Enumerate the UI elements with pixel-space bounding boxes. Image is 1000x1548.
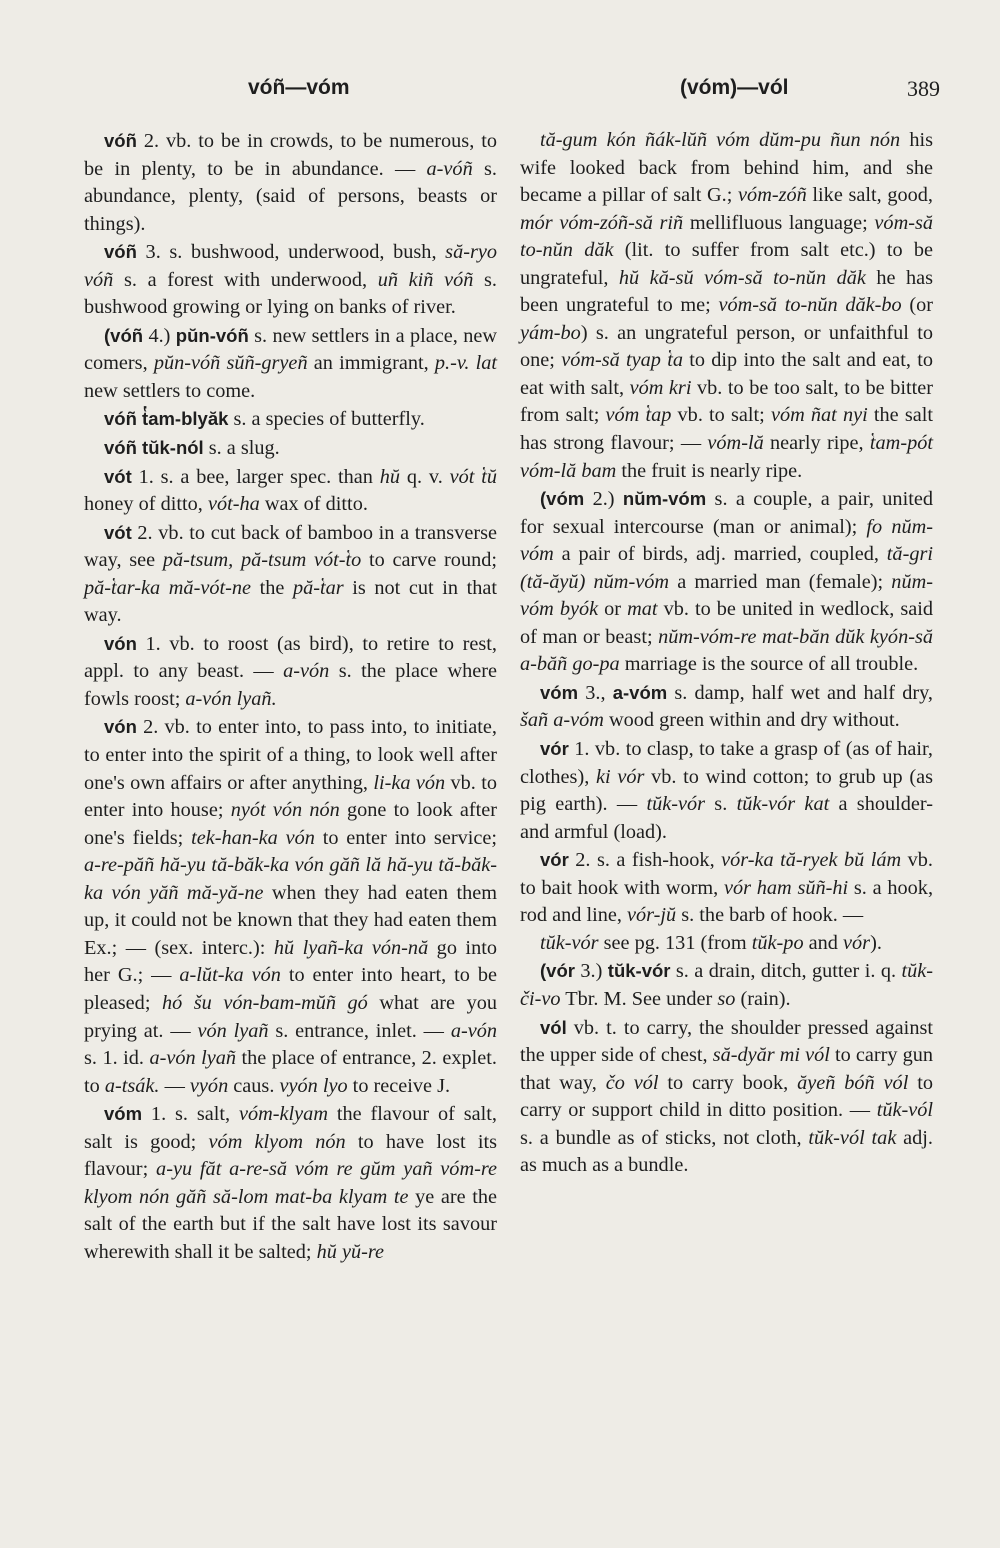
definition-text: (or: [901, 294, 933, 317]
example-phrase: a-vón: [283, 660, 330, 683]
example-phrase: a-vón: [450, 1019, 497, 1042]
example-phrase: pă-t̔ar: [292, 576, 344, 599]
headword: vól: [540, 1016, 567, 1038]
definition-text: 2. vb. to cut back of bamboo in a transverse way, see: [84, 521, 497, 572]
headword: (vór: [540, 960, 575, 982]
definition-text: —: [159, 1074, 190, 1097]
example-phrase: li-ka vón: [373, 771, 446, 794]
running-header: [80, 76, 940, 112]
definition-text: s. a drain, ditch, gutter i. q.: [670, 960, 902, 983]
example-phrase: pă-tsum, pă-tsum vót-t̔o: [162, 549, 362, 572]
dictionary-entry: [520, 127, 933, 485]
definition-text: 3. s. bushwood, underwood, bush,: [136, 241, 446, 264]
definition-text: s. new settlers in a place, new comers,: [84, 324, 498, 375]
dictionary-entry: [520, 930, 933, 958]
definition-text: honey of ditto,: [84, 493, 208, 516]
example-phrase: vór ham sŭñ-hi: [723, 876, 849, 899]
header-right-guide-words: (vóm)—vól: [680, 76, 789, 99]
dictionary-entry: [520, 957, 933, 1013]
dictionary-entry: [84, 238, 497, 322]
definition-text: s. a couple, a pair, united for sexual intercourse (man or animal);: [520, 488, 933, 538]
headword: vór: [540, 849, 569, 871]
definition-text: his wife looked back from behind him, and she became a pillar of salt G.;: [520, 129, 933, 207]
definition-text: vb. to wind cotton; to grub up (as pig earth). —: [520, 765, 934, 816]
headword: vón: [104, 716, 137, 738]
definition-text: s. abundance, plenty, (said of persons, beasts or things).: [84, 157, 497, 235]
definition-text: vb. to be united in wedlock, said of man or beast;: [520, 598, 933, 648]
example-phrase: vóm-lă: [707, 432, 764, 455]
example-phrase: vót-ha: [207, 493, 260, 516]
example-phrase: nŭm-vóm byók: [520, 570, 933, 621]
definition-text: vb. to bait hook with worm,: [520, 849, 934, 899]
example-phrase: tŭk-vór kat: [736, 793, 830, 816]
example-phrase: p.-v. lat: [434, 352, 498, 375]
example-phrase: yám-bo: [520, 321, 581, 344]
example-phrase: vór-ka tă-ryek bŭ lám: [721, 849, 902, 872]
example-phrase: vóm ñat nyi: [770, 404, 868, 427]
example-phrase: tŭk-či-vo: [520, 960, 933, 1010]
definition-text: ye are the salt of the earth but if the salt have lost its savour wherewith shall it be salted;: [84, 1185, 497, 1263]
dictionary-entry: [84, 127, 497, 238]
definition-text: 2.): [584, 488, 623, 511]
example-phrase: tă-gum kón ñák-lŭñ vóm dŭm-pu ñun nón: [540, 129, 901, 151]
example-phrase: nŭm-vóm-re mat-băn dŭk kyón-să a-băñ go-pa: [520, 625, 933, 676]
dictionary-entry: [84, 713, 497, 1100]
example-phrase: so: [717, 987, 736, 1010]
definition-text: ) s. an ungrateful person, or unfaithful to one;: [520, 321, 933, 372]
definition-text: wax of ditto.: [259, 493, 368, 516]
definition-text: vb. to salt;: [671, 404, 771, 427]
example-phrase: pŭn-vóñ sŭñ-gryeñ: [153, 352, 308, 375]
definition-text: to carry gun that way,: [520, 1044, 933, 1094]
headword: vóm: [104, 1103, 143, 1125]
definition-text: 1. vb. to clasp, to take a grasp of (as of hair, clothes),: [520, 738, 933, 788]
headword: vóñ: [104, 241, 137, 263]
definition-text: to carry or support child in ditto position. —: [520, 1071, 933, 1122]
example-phrase: vór-jŭ: [627, 904, 677, 927]
example-phrase: hó šu vón-bam-mŭñ gó: [161, 991, 368, 1014]
definition-text: is not cut in that way.: [84, 576, 497, 627]
example-phrase: vón lyañ: [197, 1019, 269, 1042]
example-phrase: mór vóm-zóñ-să riñ: [520, 211, 684, 234]
definition-text: a married man (female);: [669, 570, 892, 593]
dictionary-entry: [520, 735, 933, 846]
definition-text: s. bushwood growing or lying on banks of river.: [84, 268, 498, 319]
headword: vóñ t̔am-blyăk: [104, 408, 229, 430]
definition-text: the place of entrance, 2. explet. to: [84, 1047, 497, 1097]
example-phrase: vóm kri: [629, 376, 692, 399]
definition-text: s.: [705, 793, 737, 816]
headword: (vóñ: [104, 324, 144, 346]
definition-text: nearly ripe,: [763, 432, 870, 455]
definition-text: s. a hook, rod and line,: [520, 876, 934, 927]
dictionary-entry: [84, 434, 497, 463]
example-phrase: tŭk-vól: [876, 1099, 933, 1122]
definition-text: like salt, good,: [806, 184, 933, 207]
example-phrase: hŭ lyañ-ka vón-nă: [273, 936, 429, 959]
definition-text: 1. vb. to roost (as bird), to retire to rest, appl. to any beast. —: [84, 632, 497, 683]
headword: a-vóm: [612, 681, 668, 703]
example-phrase: šañ a-vóm: [520, 709, 604, 732]
dictionary-entry: [84, 463, 497, 519]
example-phrase: tŭk-po: [751, 931, 804, 954]
example-phrase: t̔am-pót vóm-lă bam: [520, 432, 933, 482]
example-phrase: ki vór: [596, 765, 645, 788]
definition-text: to receive J.: [347, 1074, 451, 1097]
example-phrase: a-vóñ: [426, 157, 473, 180]
definition-text: s. entrance, inlet. —: [268, 1019, 451, 1042]
example-phrase: nyót vón nón: [230, 799, 340, 822]
example-phrase: uñ kiñ vóñ: [377, 268, 474, 291]
example-phrase: vóm-zóñ: [738, 184, 807, 207]
example-phrase: a-tsák.: [104, 1074, 160, 1097]
example-phrase: a-lŭt-ka vón: [179, 964, 281, 987]
definition-text: gone to look after one's fields;: [84, 799, 498, 849]
dictionary-entry: [84, 519, 497, 630]
headword: vóñ: [104, 130, 137, 151]
definition-text: 1. s. salt,: [142, 1103, 239, 1126]
definition-text: s. a bundle as of sticks, not cloth,: [520, 1126, 809, 1149]
definition-text: 3.): [574, 960, 608, 983]
example-phrase: vót t̔ŭ: [449, 465, 497, 488]
definition-text: mellifluous language;: [683, 211, 875, 234]
dictionary-entry: [520, 846, 933, 930]
definition-text: s. damp, half wet and half dry,: [667, 681, 934, 704]
dictionary-entry: [84, 322, 497, 406]
definition-text: (lit. to suffer from salt etc.) to be ungrateful,: [520, 239, 933, 289]
example-phrase: tŭk-vór: [540, 931, 599, 954]
example-phrase: a-yu făt a-re-să vóm re gŭm yañ vóm-re klyom nón găñ să-lom mat-ba klyam te: [84, 1158, 497, 1208]
definition-text: 2. vb. to be in crowds, to be numerous, to be in plenty, to be in abundance. —: [84, 130, 497, 180]
definition-text: 2. s. a fish-hook,: [568, 849, 722, 872]
definition-text: vb. t. to carry, the shoulder pressed against the upper side of chest,: [520, 1016, 933, 1067]
definition-text: marriage is the source of all trouble.: [619, 653, 919, 676]
definition-text: s. a species of butterfly.: [228, 408, 425, 431]
definition-text: q. v.: [400, 465, 450, 488]
example-phrase: vóm t̔ap: [605, 404, 672, 427]
definition-text: the fruit is nearly ripe.: [616, 459, 803, 482]
example-phrase: vóm-klyam: [239, 1103, 328, 1126]
definition-text: to dip into the salt and eat, to eat with salt,: [520, 349, 933, 399]
example-phrase: vóm klyom nón: [208, 1130, 346, 1153]
definition-text: a pair of birds, adj. married, coupled,: [553, 543, 887, 566]
definition-text: s. a forest with underwood,: [113, 268, 378, 291]
headword: vón: [104, 632, 137, 654]
definition-text: adj. as much as a bundle.: [520, 1126, 934, 1177]
definition-text: see pg. 131 (from: [598, 931, 752, 954]
definition-text: or: [598, 598, 628, 621]
definition-text: when they had eaten them up, it could not be known that they had eaten them Ex.; — (sex. interc.):: [84, 881, 498, 959]
dictionary-entry: [520, 679, 933, 735]
definition-text: an immigrant,: [307, 352, 435, 375]
headword: vóm: [540, 681, 579, 703]
example-phrase: vóm-să to-nŭn dăk-bo: [718, 294, 902, 317]
definition-text: to have lost its flavour;: [84, 1130, 498, 1181]
example-phrase: pă-t̔ar-ka mă-vót-ne: [84, 576, 251, 599]
example-phrase: hŭ yŭ-re: [316, 1240, 385, 1263]
example-phrase: hŭ: [379, 465, 401, 488]
example-phrase: tă-gri (tă-ăyŭ) nŭm-vóm: [520, 543, 933, 593]
definition-text: s. a slug.: [203, 437, 280, 460]
left-column: [84, 127, 497, 1266]
definition-text: caus.: [228, 1074, 280, 1097]
dictionary-entry: [520, 485, 933, 679]
example-phrase: ăyeñ bóñ vól: [797, 1071, 909, 1094]
headword: tŭk-vór: [607, 960, 671, 982]
definition-text: he has been ungrateful to me;: [520, 266, 933, 317]
definition-text: to carve round;: [361, 549, 497, 572]
definition-text: 1. s. a bee, larger spec. than: [131, 465, 380, 488]
definition-text: vb. to enter into house;: [84, 771, 497, 822]
headword: pŭn-vóñ: [175, 324, 249, 346]
definition-text: the: [251, 576, 293, 599]
definition-text: 4.): [143, 324, 176, 347]
example-phrase: a-vón lyañ.: [185, 687, 277, 710]
definition-text: what are you prying at. —: [84, 991, 497, 1042]
dictionary-entry: [84, 1100, 497, 1266]
headword: vór: [540, 738, 569, 760]
example-phrase: čo vól: [605, 1071, 659, 1094]
definition-text: vb. to be too salt, to be bitter from salt;: [520, 376, 934, 427]
definition-text: s. the barb of hook. —: [676, 904, 864, 927]
example-phrase: tek-han-ka vón: [191, 826, 315, 849]
definition-text: s. the place where fowls roost;: [84, 660, 497, 710]
definition-text: s. 1. id.: [84, 1047, 150, 1070]
definition-text: to carry book,: [658, 1071, 798, 1094]
example-phrase: mat: [627, 598, 658, 621]
definition-text: new settlers to come.: [84, 379, 256, 402]
definition-text: 3.,: [578, 681, 613, 704]
headword: vót: [104, 521, 132, 543]
definition-text: the salt has strong flavour; —: [520, 404, 933, 455]
definition-text: to enter into service;: [314, 826, 497, 849]
header-left-guide-words: vóñ—vóm: [248, 76, 350, 99]
dictionary-entry: [84, 630, 497, 714]
example-phrase: tŭk-vól tak: [808, 1126, 897, 1149]
dictionary-entry: [520, 1014, 933, 1180]
example-phrase: vóm-să tyap t̔a: [561, 349, 683, 372]
example-phrase: hŭ kă-sŭ vóm-să to-nŭn dăk: [618, 266, 866, 289]
example-phrase: vyón lyo: [279, 1074, 348, 1097]
headword: (vóm: [540, 488, 585, 510]
page-number: 389: [907, 76, 940, 101]
example-phrase: vóm-să to-nŭn dăk: [520, 211, 933, 262]
example-phrase: a-re-păñ hă-yu tă-băk-ka vón găñ lă hă-yu tă-băk-ka vón yăñ mă-yă-ne: [84, 854, 497, 904]
definition-text: go into her G.; —: [84, 936, 497, 987]
definition-text: a shoulder- and armful (load).: [520, 793, 933, 843]
definition-text: ).: [870, 931, 882, 954]
definition-text: wood green within and dry without.: [603, 709, 900, 732]
definition-text: 2. vb. to enter into, to pass into, to initiate, to enter into the spirit of a thing, to look well after one's own affairs or after anything,: [84, 716, 497, 794]
example-phrase: fo nŭm-vóm: [520, 515, 933, 566]
headword: vót: [104, 465, 132, 487]
example-phrase: vyón: [189, 1074, 229, 1097]
definition-text: (rain).: [735, 987, 791, 1010]
headword: vóñ tŭk-nól: [104, 437, 204, 459]
definition-text: and: [803, 931, 844, 954]
example-phrase: vór: [843, 931, 871, 954]
definition-text: Tbr. M. See under: [560, 987, 718, 1010]
dictionary-entry: [84, 405, 497, 434]
headword: nŭm-vóm: [622, 488, 707, 510]
example-phrase: să-dyăr mi vól: [712, 1044, 830, 1067]
example-phrase: a-vón lyañ: [149, 1047, 237, 1070]
definition-text: the flavour of salt, salt is good;: [84, 1103, 497, 1153]
right-column: [520, 127, 933, 1180]
definition-text: to enter into heart, to be pleased;: [84, 964, 497, 1014]
example-phrase: tŭk-vór: [646, 793, 706, 816]
example-phrase: să-ryo vóñ: [84, 241, 497, 291]
